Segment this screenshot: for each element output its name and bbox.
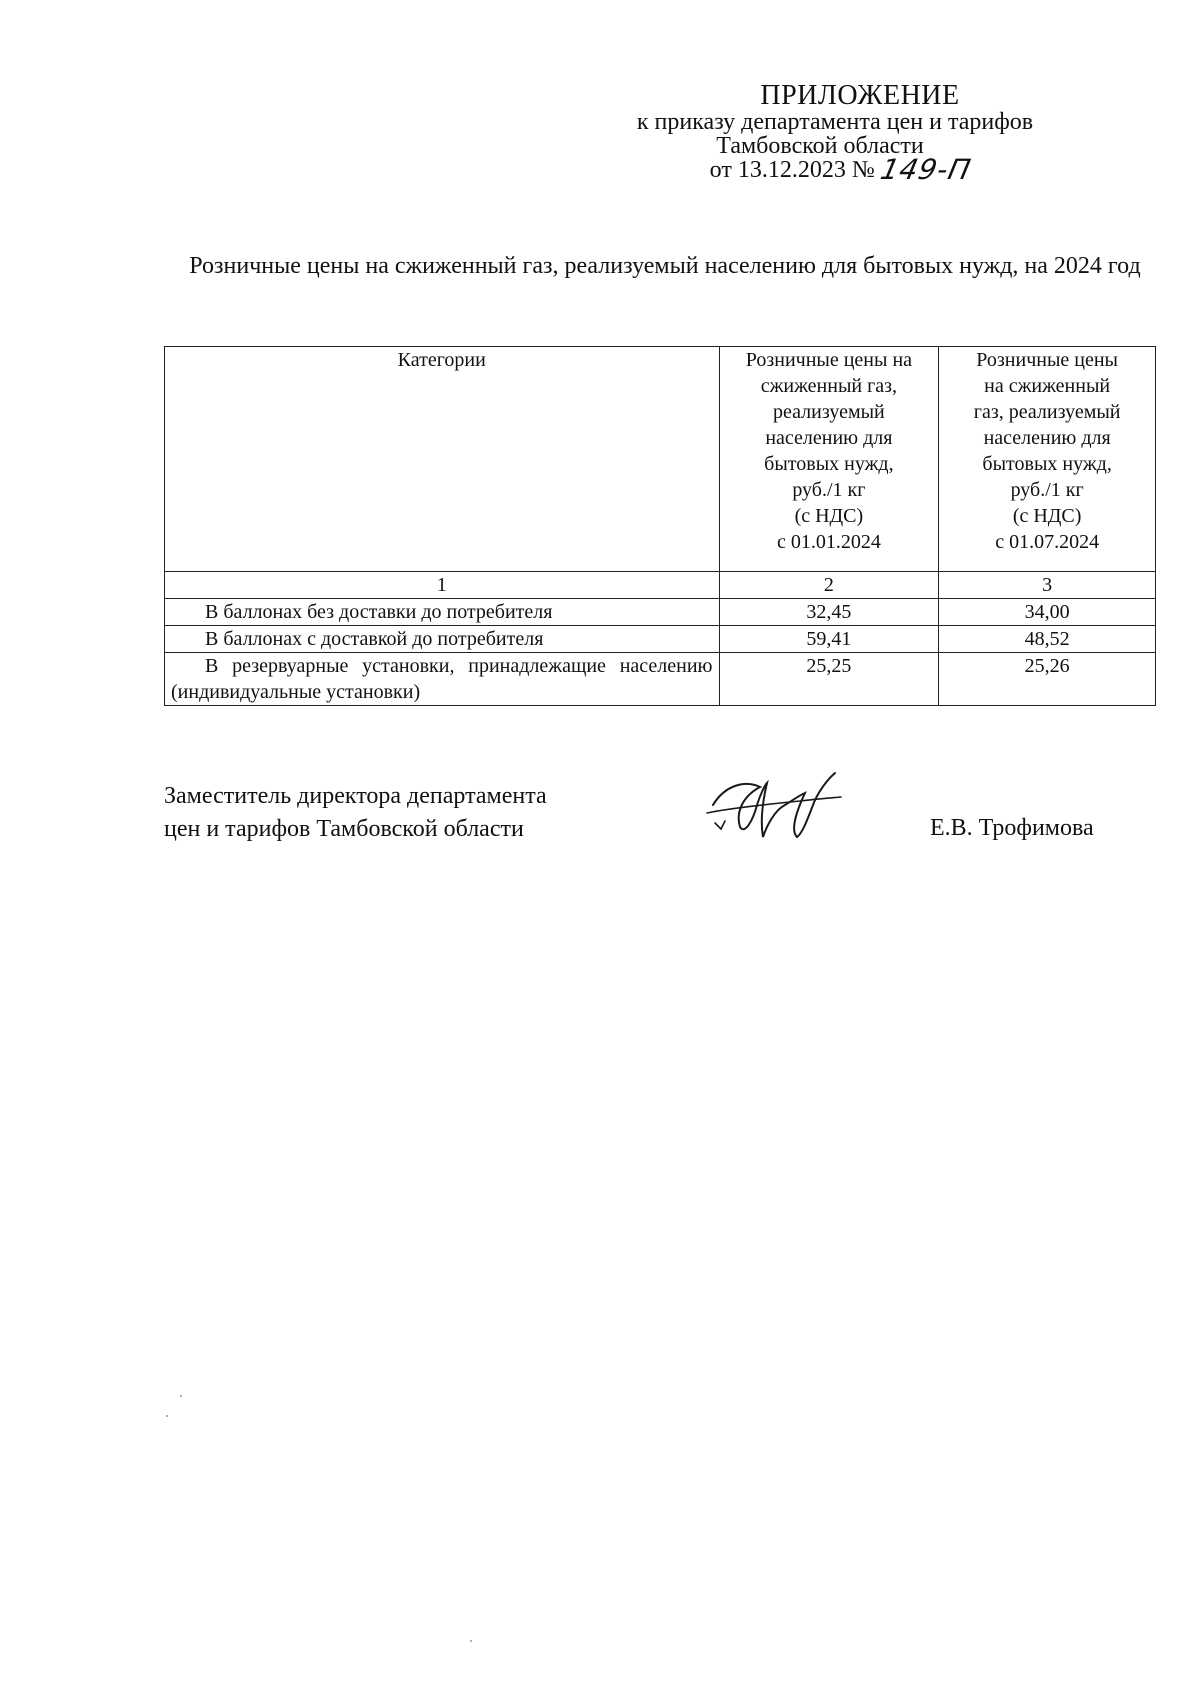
header-categories <box>165 347 720 572</box>
header-price-jan <box>719 347 939 572</box>
header-line: бытовых нужд, <box>764 453 894 475</box>
signatory-position-line: Заместитель директора департамента <box>164 783 547 809</box>
column-number-row <box>165 572 1156 599</box>
header-line: на сжиженный <box>984 375 1111 397</box>
handwritten-signature <box>705 765 845 845</box>
header-line: населению для <box>765 427 893 449</box>
price-jan-cell: 59,41 <box>719 626 939 653</box>
header-line: (с НДС) <box>794 505 864 527</box>
header-line: Розничные цены <box>976 349 1118 371</box>
signatory-position-line: цен и тарифов Тамбовской области <box>164 816 524 842</box>
appendix-header <box>600 80 1120 186</box>
header-line: (с НДС) <box>1012 505 1082 527</box>
column-number: 2 <box>719 572 939 599</box>
appendix-date: от 13.12.2023 № <box>709 157 875 183</box>
header-line: Розничные цены на <box>745 349 913 371</box>
header-line: Категории <box>397 349 486 371</box>
header-line: сжиженный газ, <box>760 375 898 397</box>
category-cell: В баллонах без доставки до потребителя <box>165 599 720 626</box>
column-number: 3 <box>939 572 1156 599</box>
appendix-date-line <box>580 153 1100 186</box>
scan-speck <box>180 1395 182 1397</box>
table-row <box>165 653 1156 706</box>
column-number: 1 <box>165 572 720 599</box>
price-jul-cell: 25,26 <box>939 653 1156 706</box>
appendix-region-line: Тамбовской области <box>716 133 924 159</box>
handwritten-order-number: 149-П <box>877 153 974 186</box>
price-jul-cell: 48,52 <box>939 626 1156 653</box>
header-line: газ, реализуемый <box>973 401 1121 423</box>
price-jan-cell: 25,25 <box>719 653 939 706</box>
table-row <box>165 599 1156 626</box>
signatory-name: Е.В. Трофимова <box>930 815 1094 841</box>
header-line: бытовых нужд, <box>982 453 1112 475</box>
price-table <box>164 346 1156 706</box>
header-line: населению для <box>983 427 1111 449</box>
price-jan-cell: 32,45 <box>719 599 939 626</box>
category-cell: В резервуарные установки, принадлежащие населению (индивидуальные установки) <box>165 653 720 706</box>
header-price-jul <box>939 347 1156 572</box>
header-line: с 01.01.2024 <box>776 531 881 553</box>
header-line: руб./1 кг <box>792 479 866 501</box>
appendix-order-line: к приказу департамента цен и тарифов <box>636 109 1034 135</box>
table-header-row <box>165 347 1156 572</box>
header-line: руб./1 кг <box>1010 479 1084 501</box>
table-row <box>165 626 1156 653</box>
appendix-title: ПРИЛОЖЕНИЕ <box>760 80 960 111</box>
header-line: реализуемый <box>773 401 885 423</box>
signatory-position <box>164 780 664 846</box>
price-jul-cell: 34,00 <box>939 599 1156 626</box>
category-cell: В баллонах с доставкой до потребителя <box>165 626 720 653</box>
scan-speck <box>166 1415 168 1417</box>
header-line: с 01.07.2024 <box>995 531 1100 553</box>
document-title: Розничные цены на сжиженный газ, реализуемый населению для бытовых нужд, на 2024 год <box>189 253 1141 279</box>
scan-speck <box>470 1640 472 1642</box>
